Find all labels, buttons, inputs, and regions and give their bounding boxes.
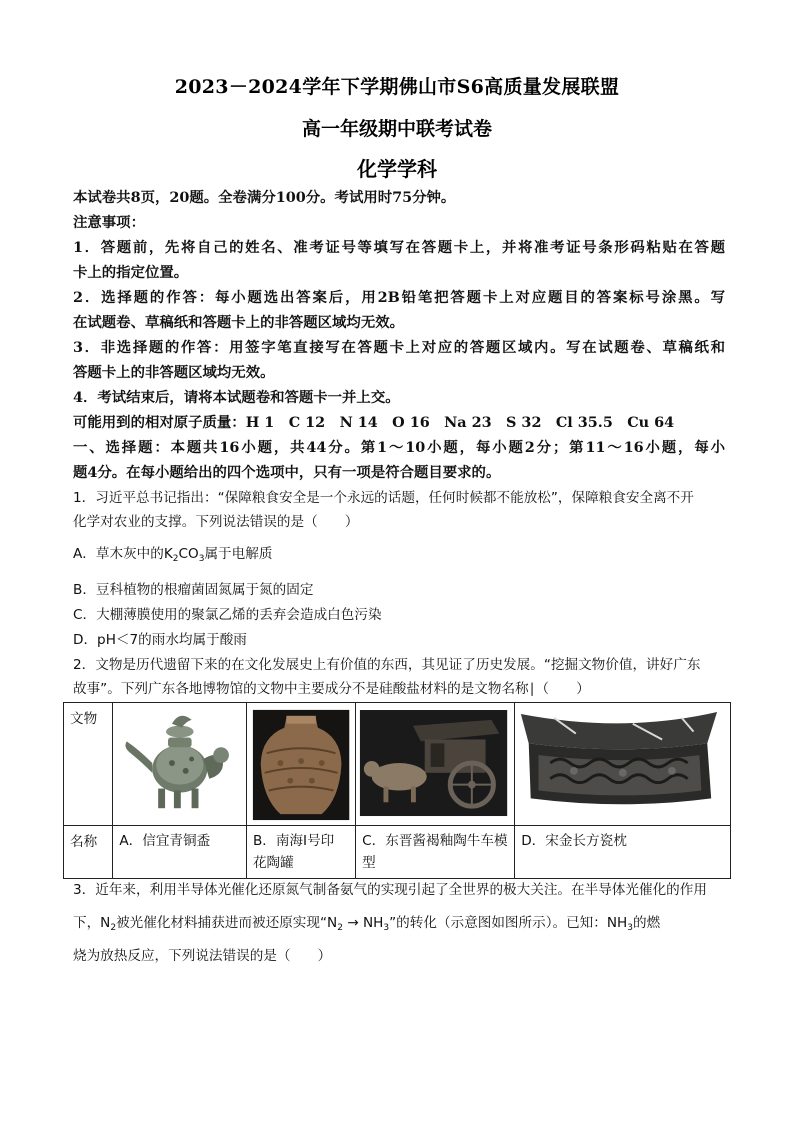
exam-title-line2: 高一年级期中联考试卷	[301, 118, 492, 140]
note-2-line1: 2．选择题的作答：每小题选出答案后，用2B铅笔把答题卡上对应题目的答案标号涂黑。写	[73, 289, 725, 306]
porcelain-pillow-image	[515, 703, 730, 825]
note-1-line1: 1．答题前，先将自己的姓名、准考证号等填写在答题卡上，并将准考证号条形码粘贴在答题	[73, 239, 725, 256]
relic-name-a: A．信宜青铜盉	[113, 826, 247, 879]
row-label-relic: 文物	[64, 703, 113, 826]
relic-image-c	[356, 703, 515, 826]
exam-summary: 本试卷共8页，20题。全卷满分100分。考试用时75分钟。	[73, 189, 456, 206]
note-1-line2: 卡上的指定位置。	[73, 264, 189, 281]
relic-image-a	[113, 703, 247, 826]
q1-stem-line1: 1．习近平总书记指出：“保障粮食安全是一个永远的话题，任何时候都不能放松”，保障粮食安全离不开	[73, 490, 694, 506]
note-3-line2: 答题卡上的非答题区域均无效。	[73, 364, 275, 381]
section1-line1: 一、选择题：本题共16小题，共44分。第1～10小题，每小题2分；第11～16小题，每小	[73, 439, 725, 456]
relic-image-d	[515, 703, 731, 826]
q2-stem-line1: 2．文物是历代遗留下来的在文化发展史上有价值的东西，其见证了历史发展。“挖掘文物价值，讲好广东	[73, 657, 701, 673]
q1-option-c: C．大棚薄膜使用的聚氯乙烯的丢弃会造成白色污染	[73, 607, 382, 623]
q3-line1: 3．近年来，利用半导体光催化还原氮气制备氨气的实现引起了全世界的极大关注。在半导体光催化的作用	[73, 882, 707, 898]
atomic-masses: 可能用到的相对原子质量：H 1 C 12 N 14 O 16 Na 23 S 32 Cl 35.5 Cu 64	[73, 414, 675, 431]
q1-option-d: D．pH＜7的雨水均属于酸雨	[73, 632, 247, 648]
stamped-pottery-jar-image	[247, 703, 355, 825]
q1-option-b: B．豆科植物的根瘤菌固氮属于氮的固定	[73, 582, 314, 598]
note-2-line2: 在试题卷、草稿纸和答题卡上的非答题区域均无效。	[73, 314, 404, 331]
section1-line2: 题4分。在每小题给出的四个选项中，只有一项是符合题目要求的。	[73, 464, 501, 481]
relic-name-b: B．南海Ⅰ号印 花陶罐	[246, 826, 355, 879]
bronze-he-vessel-image	[113, 703, 246, 825]
q3-line2: 下，$N_2$被光催化材料捕获进而被还原实现“$N_2 \to NH_3$”的转化（示意图如图所示）。已知：$NH_3$的燃	[73, 915, 661, 933]
ox-cart-model-image	[356, 703, 514, 825]
relic-image-b	[246, 703, 355, 826]
relic-name-d: D．宋金长方瓷枕	[515, 826, 731, 879]
note-3-line1: 3．非选择题的作答：用签字笔直接写在答题卡上对应的答题区域内。写在试题卷、草稿纸和	[73, 339, 725, 356]
notice-heading: 注意事项：	[73, 214, 145, 231]
relic-name-c: C．东晋酱褐釉陶牛车模 型	[356, 826, 515, 879]
note-4: 4．考试结束后，请将本试题卷和答题卡一并上交。	[73, 389, 400, 406]
relics-table	[63, 702, 731, 879]
exam-title-line1: 2023－2024学年下学期佛山市S6高质量发展联盟	[174, 76, 620, 98]
q1-option-a: A．草木灰中的$K_2CO_3$属于电解质	[73, 546, 273, 564]
subject-title: 化学学科	[357, 157, 437, 181]
row-label-name: 名称	[64, 826, 113, 879]
q3-line3: 烧为放热反应，下列说法错误的是（ ）	[73, 948, 332, 964]
q1-stem-line2: 化学对农业的支撑。下列说法错误的是（ ）	[73, 514, 359, 530]
q2-stem-line2: 故事”。下列广东各地博物馆的文物中主要成分不是硅酸盐材料的是文物名称∣（ ）	[73, 681, 590, 697]
